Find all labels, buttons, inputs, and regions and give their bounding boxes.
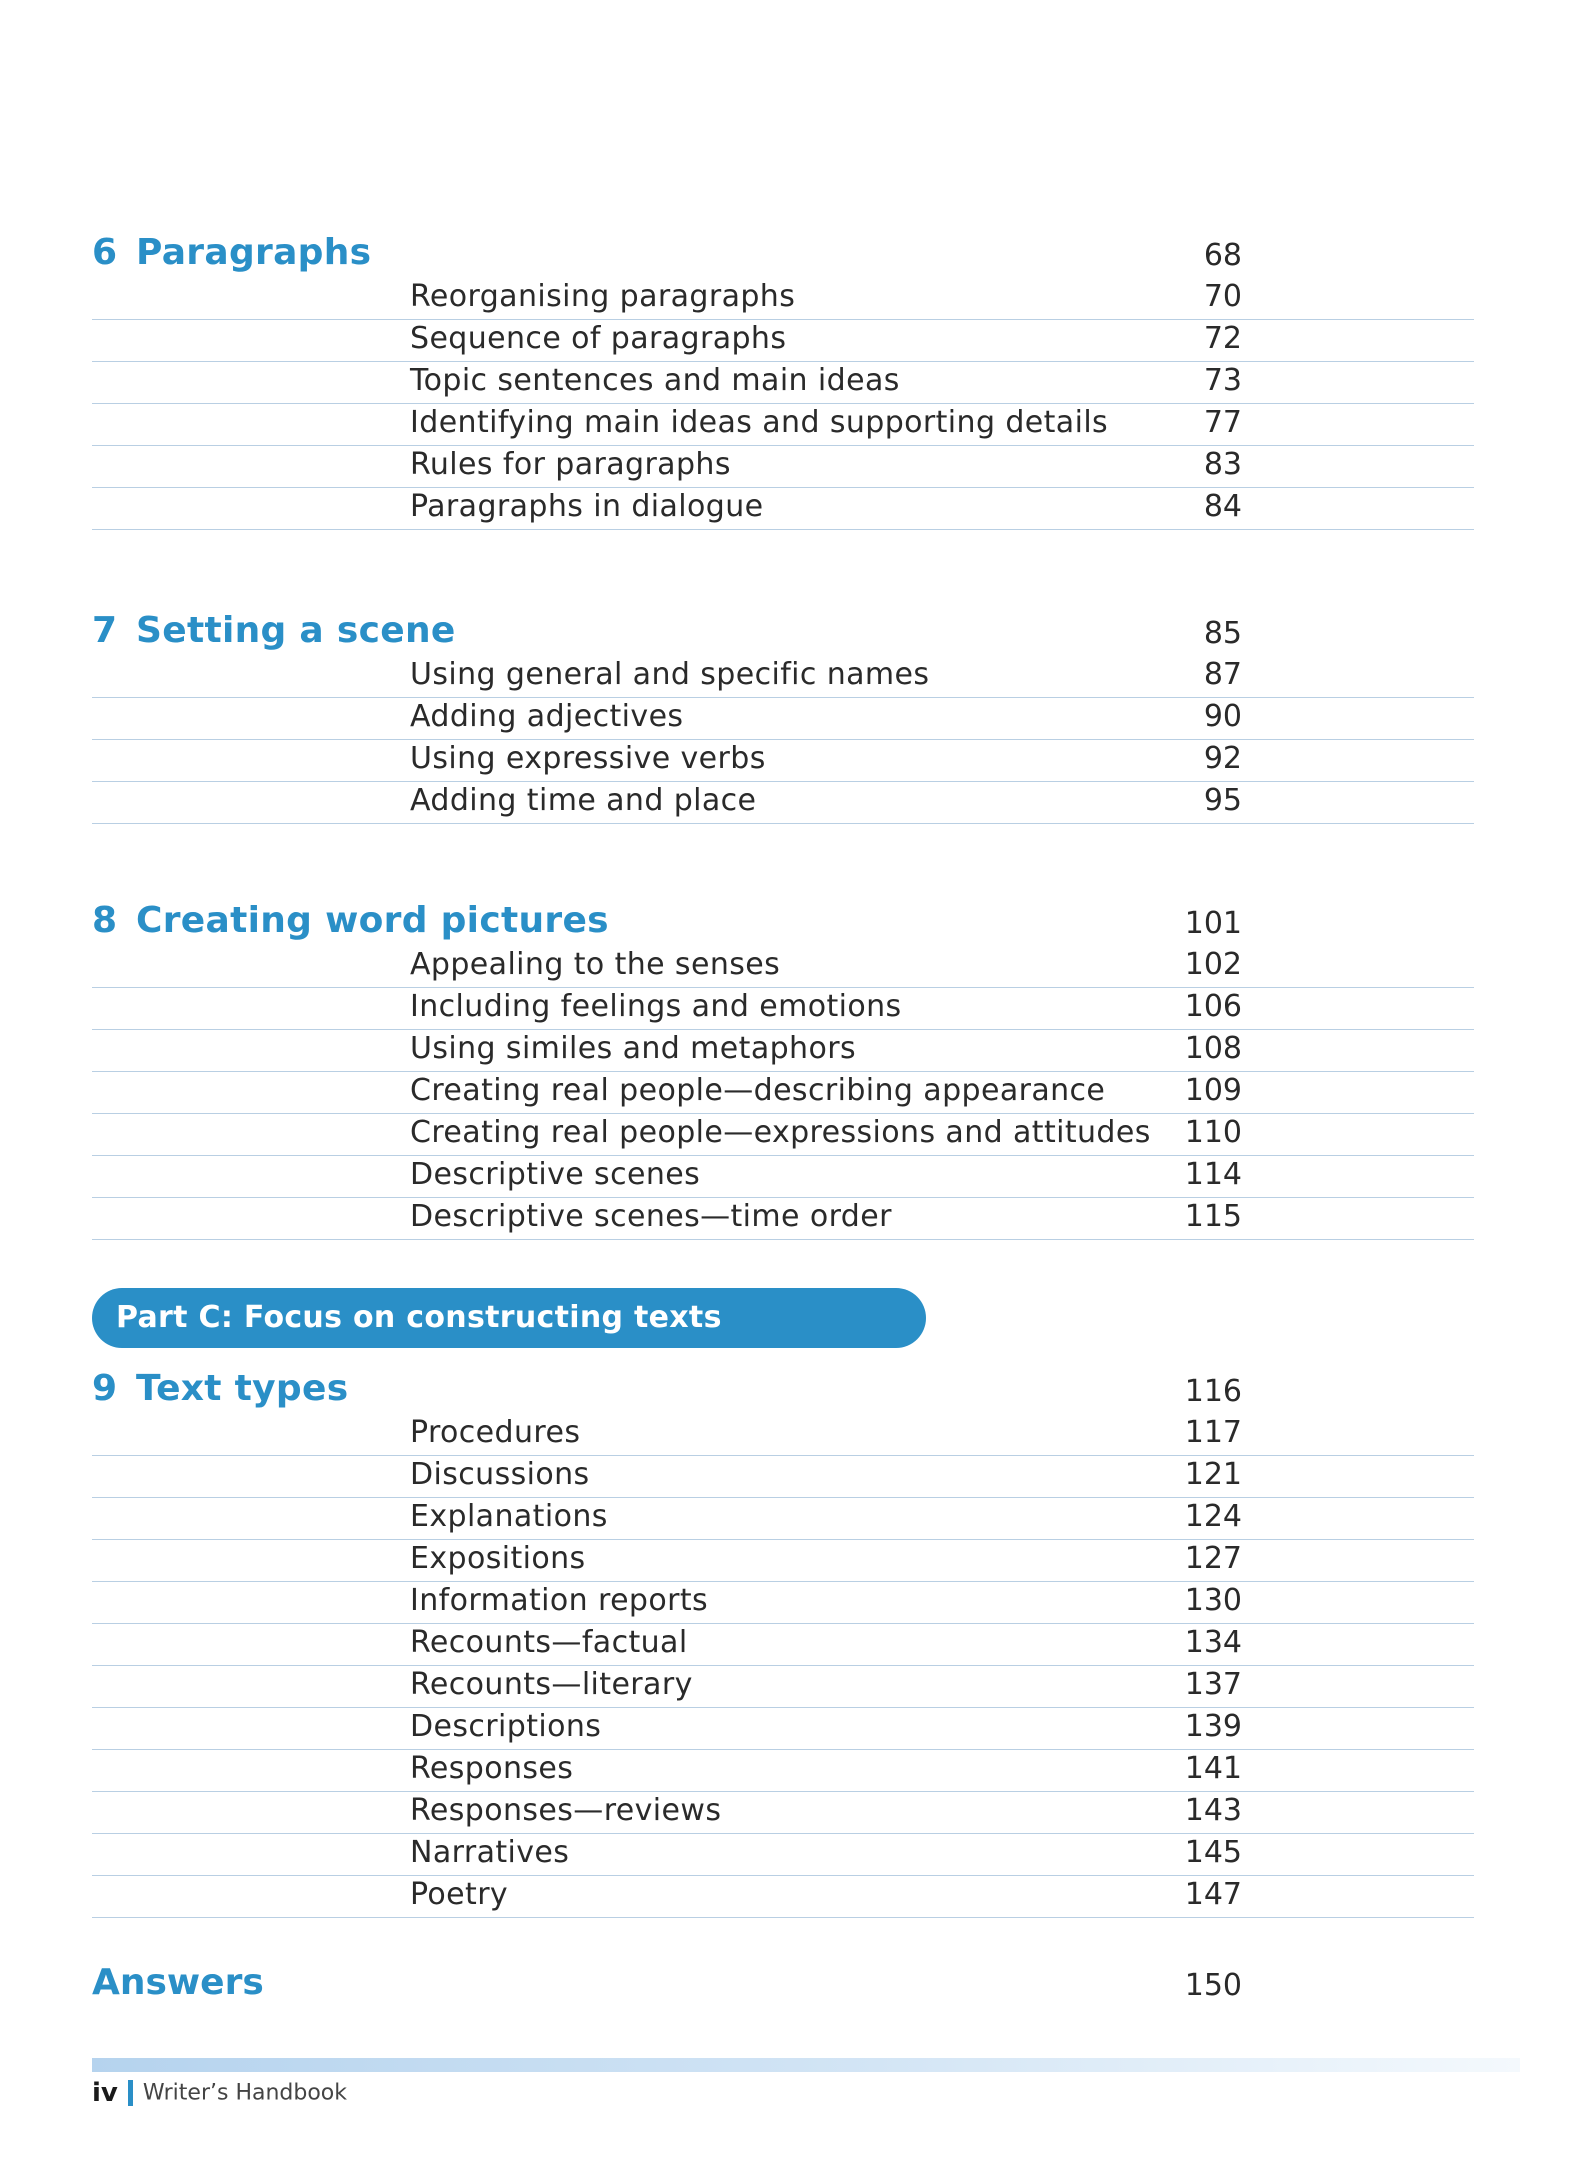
toc-page: 102 (1184, 947, 1242, 982)
chapter-page: 101 (1184, 906, 1242, 941)
toc-row (92, 1834, 1474, 1876)
toc-entry: Responses—reviews (410, 1793, 722, 1828)
toc-row (92, 320, 1474, 362)
page-footer (92, 2078, 347, 2112)
toc-row (92, 1456, 1474, 1498)
toc-row (92, 988, 1474, 1030)
chapter-title: 8 Creating word pictures (92, 900, 609, 941)
chapter-9 (92, 1368, 1474, 1918)
toc-entry: Identifying main ideas and supporting details (410, 405, 1109, 440)
toc-entry: Recounts—factual (410, 1625, 688, 1660)
footer-separator (128, 2080, 133, 2106)
toc-page: 114 (1184, 1157, 1242, 1192)
toc-page: 95 (1203, 783, 1242, 818)
toc-page: 121 (1184, 1457, 1242, 1492)
toc-entry: Descriptive scenes—time order (410, 1199, 892, 1234)
toc-entry: Descriptions (410, 1709, 602, 1744)
toc-entry: Discussions (410, 1457, 590, 1492)
page-number: iv (92, 2078, 118, 2108)
toc-row (92, 782, 1474, 824)
toc-row (92, 1030, 1474, 1072)
toc-row (92, 1072, 1474, 1114)
chapter-title: 9 Text types (92, 1368, 349, 1409)
toc-page: 90 (1203, 699, 1242, 734)
toc-page: 124 (1184, 1499, 1242, 1534)
chapter-7 (92, 610, 1474, 824)
toc-page: 87 (1203, 657, 1242, 692)
chapter-page: 85 (1203, 616, 1242, 651)
toc-page: 127 (1184, 1541, 1242, 1576)
toc-entry: Creating real people—expressions and attitudes (410, 1115, 1151, 1150)
toc-page: 137 (1184, 1667, 1242, 1702)
toc-entry: Recounts—literary (410, 1667, 693, 1702)
toc-row (92, 1876, 1474, 1918)
toc-entry: Rules for paragraphs (410, 447, 731, 482)
toc-row (92, 1114, 1474, 1156)
toc-page: 77 (1203, 405, 1242, 440)
toc-row (92, 1750, 1474, 1792)
toc-page: 141 (1184, 1751, 1242, 1786)
toc-entry: Expositions (410, 1541, 586, 1576)
chapter-title: 7 Setting a scene (92, 610, 456, 651)
chapter-6 (92, 232, 1474, 530)
toc-page: 109 (1184, 1073, 1242, 1108)
toc-page: 106 (1184, 989, 1242, 1024)
part-c-label: Part C: Focus on constructing texts (116, 1300, 722, 1335)
toc-row (92, 740, 1474, 782)
toc-entry: Procedures (410, 1415, 581, 1450)
toc-row (92, 1414, 1474, 1456)
toc-entry: Using similes and metaphors (410, 1031, 856, 1066)
toc-entry: Using expressive verbs (410, 741, 766, 776)
toc-row (92, 488, 1474, 530)
toc-entry: Topic sentences and main ideas (410, 363, 900, 398)
toc-page: 83 (1203, 447, 1242, 482)
toc-page: 110 (1184, 1115, 1242, 1150)
toc-row (92, 362, 1474, 404)
toc-row (92, 1624, 1474, 1666)
toc-row (92, 1582, 1474, 1624)
chapter-title: 6 Paragraphs (92, 232, 372, 273)
toc-entry: Appealing to the senses (410, 947, 781, 982)
toc-row (92, 1792, 1474, 1834)
chapter-page: 116 (1184, 1374, 1242, 1409)
toc-row (92, 946, 1474, 988)
toc-entry: Adding time and place (410, 783, 757, 818)
toc-page: 84 (1203, 489, 1242, 524)
footer-gradient-bar (92, 2058, 1520, 2072)
answers-title: Answers (92, 1962, 264, 2003)
toc-entry: Adding adjectives (410, 699, 684, 734)
toc-row (92, 698, 1474, 740)
toc-row (92, 656, 1474, 698)
toc-page: 117 (1184, 1415, 1242, 1450)
toc-row (92, 404, 1474, 446)
toc-entry: Narratives (410, 1835, 570, 1870)
toc-entry: Creating real people—describing appearance (410, 1073, 1106, 1108)
toc-row (92, 1708, 1474, 1750)
book-title: Writer’s Handbook (142, 2080, 348, 2106)
toc-page: 134 (1184, 1625, 1242, 1660)
toc-page: 139 (1184, 1709, 1242, 1744)
chapter-heading (92, 1368, 1474, 1414)
toc-entry: Poetry (410, 1877, 509, 1912)
chapter-page: 68 (1203, 238, 1242, 273)
toc-row (92, 1198, 1474, 1240)
toc-entry: Reorganising paragraphs (410, 279, 796, 314)
toc-row (92, 1498, 1474, 1540)
toc-entry: Responses (410, 1751, 574, 1786)
toc-entry: Information reports (410, 1583, 709, 1618)
toc-row (92, 1156, 1474, 1198)
toc-page: 73 (1203, 363, 1242, 398)
chapter-heading (92, 610, 1474, 656)
toc-page: 143 (1184, 1793, 1242, 1828)
chapter-heading (92, 232, 1474, 278)
toc-entry: Paragraphs in dialogue (410, 489, 764, 524)
chapter-8 (92, 900, 1474, 1240)
answers-entry (92, 1962, 1474, 2008)
toc-entry: Descriptive scenes (410, 1157, 701, 1192)
toc-page: 145 (1184, 1835, 1242, 1870)
toc-row (92, 1666, 1474, 1708)
chapter-heading (92, 900, 1474, 946)
toc-page: 108 (1184, 1031, 1242, 1066)
toc-entry: Including feelings and emotions (410, 989, 902, 1024)
toc-entry: Explanations (410, 1499, 608, 1534)
toc-page: 92 (1203, 741, 1242, 776)
toc-page: 115 (1184, 1199, 1242, 1234)
toc-page: 130 (1184, 1583, 1242, 1618)
toc-entry: Sequence of paragraphs (410, 321, 787, 356)
toc-row (92, 1540, 1474, 1582)
toc-row (92, 278, 1474, 320)
toc-page: 70 (1203, 279, 1242, 314)
answers-page: 150 (1184, 1968, 1242, 2003)
toc-row (92, 446, 1474, 488)
toc-page: 72 (1203, 321, 1242, 356)
part-c-banner (92, 1288, 926, 1348)
toc-entry: Using general and specific names (410, 657, 930, 692)
toc-page: 147 (1184, 1877, 1242, 1912)
